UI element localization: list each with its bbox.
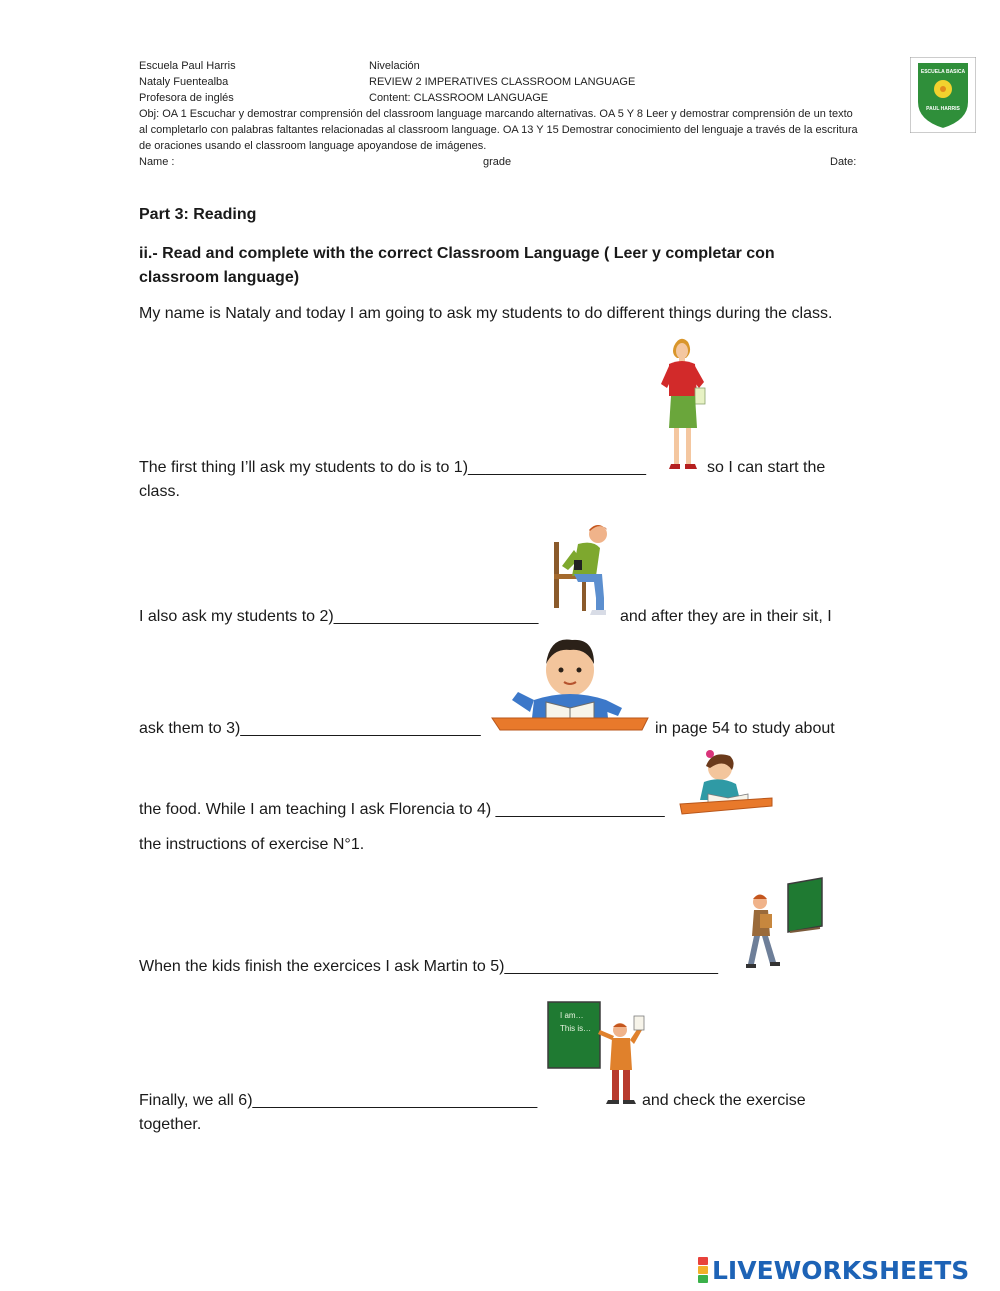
student-sitting-illustration: [548, 522, 614, 625]
board-line-2: This is…: [560, 1024, 592, 1033]
intro-text: My name is Nataly and today I am going to ask my students to do different things during the class.: [139, 305, 833, 322]
board-line-1: I am…: [560, 1011, 584, 1020]
sentence-2-end: and after they are in their sit, I: [620, 608, 832, 625]
sentence-2-start: I also ask my students to 2)_______________________: [139, 608, 539, 625]
sentence-1-end: so I can start the: [707, 459, 826, 476]
instruction-heading: ii.- Read and complete with the correct Classroom Language ( Leer y completar con classroom language): [139, 245, 775, 286]
sentence-6-end: and check the exercise: [642, 1092, 806, 1109]
sentence-6-continuation: together.: [139, 1116, 202, 1133]
sentence-5-start: When the kids finish the exercices I ask Martin to 5)________________________: [139, 958, 719, 975]
date-label: Date:: [830, 156, 857, 168]
part-title: Part 3: Reading: [139, 206, 257, 223]
grade-label: grade: [483, 156, 512, 168]
sentence-6-start: Finally, we all 6)________________________________: [139, 1092, 538, 1109]
name-label: Name :: [139, 156, 175, 168]
level-label: Nivelación: [369, 60, 420, 72]
logo-top-text: ESCUELA BASICA: [920, 69, 966, 75]
sentence-4-continuation: the instructions of exercise N°1.: [139, 836, 365, 853]
logo-bottom-text: PAUL HARRIS: [926, 106, 960, 112]
objective-text: Obj: OA 1 Escuchar y demostrar comprensión del classroom language marcando alternativas. OA 5 Y 8 Leer y demostrar comprensión de un texto al completarlo con palabras faltantes relacionadas al classroom language. OA 13 Y 15 Demostrar conocimiento del lenguaje a través de la escritura de oraciones usando el classroom language apoyandose de imágenes.: [139, 108, 858, 152]
teacher-standing-illustration: [655, 336, 715, 481]
teacher-role: Profesora de inglés: [139, 92, 234, 104]
sentence-1-continuation: class.: [139, 483, 180, 500]
teacher-at-board-illustration: [546, 1000, 646, 1113]
sentence-3-end: in page 54 to study about: [655, 720, 835, 737]
review-title: REVIEW 2 IMPERATIVES CLASSROOM LANGUAGE: [369, 76, 636, 88]
content-label: Content: CLASSROOM LANGUAGE: [369, 92, 549, 104]
girl-reading-illustration: [678, 746, 774, 823]
school-name: Escuela Paul Harris: [139, 60, 236, 72]
school-logo: [910, 57, 976, 133]
sentence-1-start: The first thing I’ll ask my students to do is to 1)____________________: [139, 459, 646, 476]
teacher-name: Nataly Fuentealba: [139, 76, 229, 88]
liveworksheets-logo: [698, 1256, 969, 1284]
sentence-4-start: the food. While I am teaching I ask Florencia to 4) ___________________: [139, 801, 665, 818]
sentence-3-start: ask them to 3)___________________________: [139, 720, 481, 737]
liveworksheets-blocks-icon: [698, 1257, 708, 1283]
student-to-board-illustration: [746, 876, 826, 979]
student-reading-illustration: [490, 634, 650, 739]
liveworksheets-brand-text: LIVEWORKSHEETS: [712, 1255, 970, 1285]
